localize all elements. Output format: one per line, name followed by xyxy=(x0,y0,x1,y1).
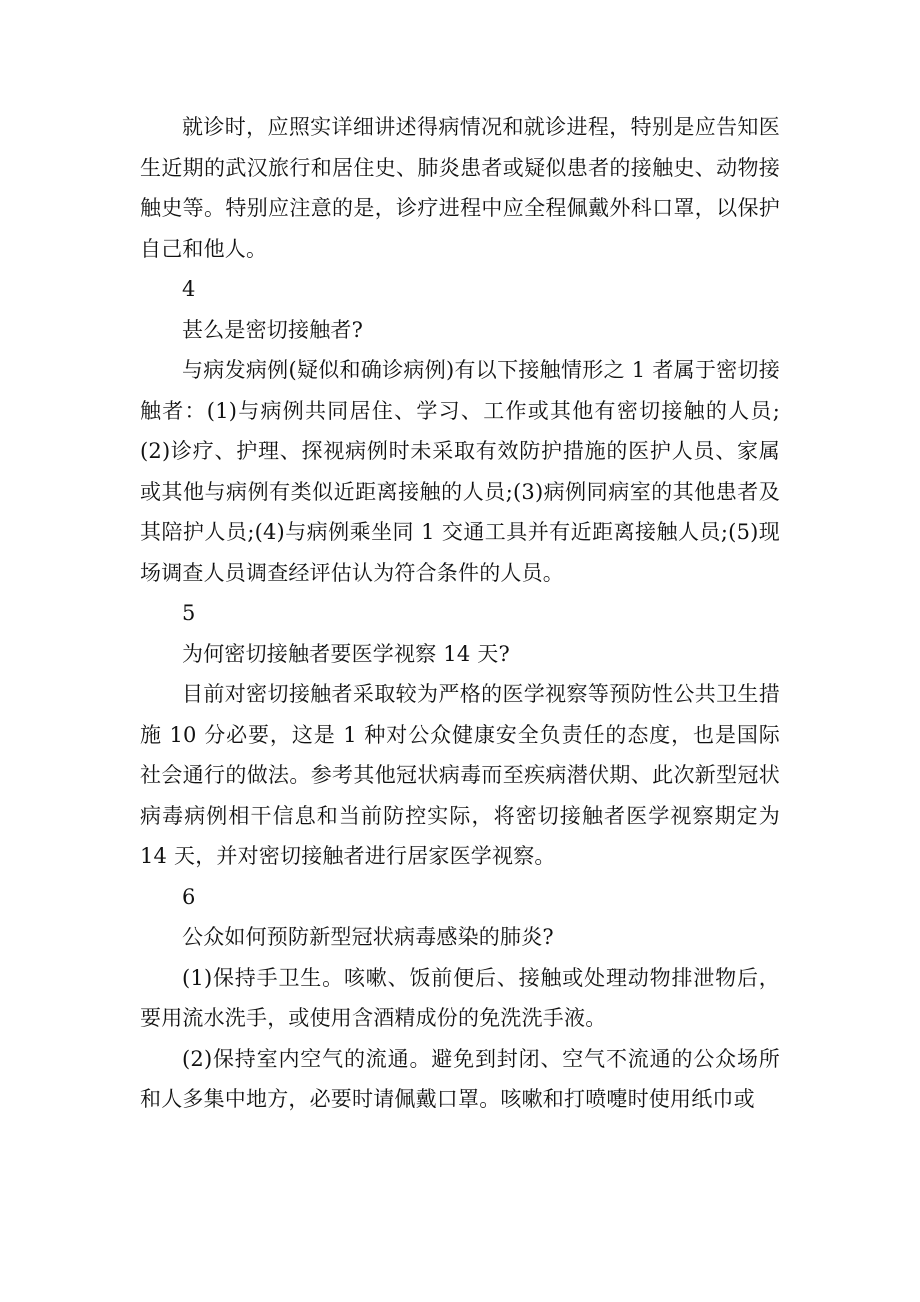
paragraph-air-circulation: (2)保持室内空气的流通。避免到封闭、空气不流通的公众场所和人多集中地方，必要时请佩戴口罩。咳嗽和打喷嚏时使用纸巾或 xyxy=(140,1046,780,1111)
paragraph-close-contact-definition: 与病发病例(疑似和确诊病例)有以下接触情形之 1 者属于密切接触者：(1)与病例共同居住、学习、工作或其他有密切接触的人员;(2)诊疗、护理、探视病例时未采取有效防护措施的医护人员、家属或其他与病例有类似近距离接触的人员;(3)病例同病室的其他患者及其陪护人员;(4)与病例乘坐同 1 交通工具并有近距离接触人员;(5)现场调查人员调查经评估认为符合条件的人员。 xyxy=(140,358,780,585)
section-number-6: 6 xyxy=(182,884,196,909)
paragraph-consultation-advice: 就诊时，应照实详细讲述得病情况和就诊进程，特别是应告知医生近期的武汉旅行和居住史、肺炎患者或疑似患者的接触史、动物接触史等。特别应注意的是，诊疗进程中应全程佩戴外科口罩，以保护自己和他人。 xyxy=(140,115,780,261)
paragraph-observation-reason: 目前对密切接触者采取较为严格的医学视察等预防性公共卫生措施 10 分必要，这是 1 种对公众健康安全负责任的态度，也是国际社会通行的做法。参考其他冠状病毒而至疾病潜伏期、此次新型冠状病毒病例相干信息和当前防控实际，将密切接触者医学视察期定为 14 天，并对密切接触者进行居家医学视察。 xyxy=(140,682,780,868)
document-body xyxy=(140,107,780,1120)
question-14-day-observation: 为何密切接触者要医学视察 14 天? xyxy=(182,641,510,666)
question-prevention: 公众如何预防新型冠状病毒感染的肺炎? xyxy=(182,925,554,949)
section-number-4: 4 xyxy=(182,277,196,301)
section-number-5: 5 xyxy=(182,601,196,625)
paragraph-hand-hygiene: (1)保持手卫生。咳嗽、饭前便后、接触或处理动物排泄物后，要用流水洗手，或使用含酒精成份的免洗洗手液。 xyxy=(140,965,780,1030)
question-close-contact: 甚么是密切接触者? xyxy=(182,317,364,342)
